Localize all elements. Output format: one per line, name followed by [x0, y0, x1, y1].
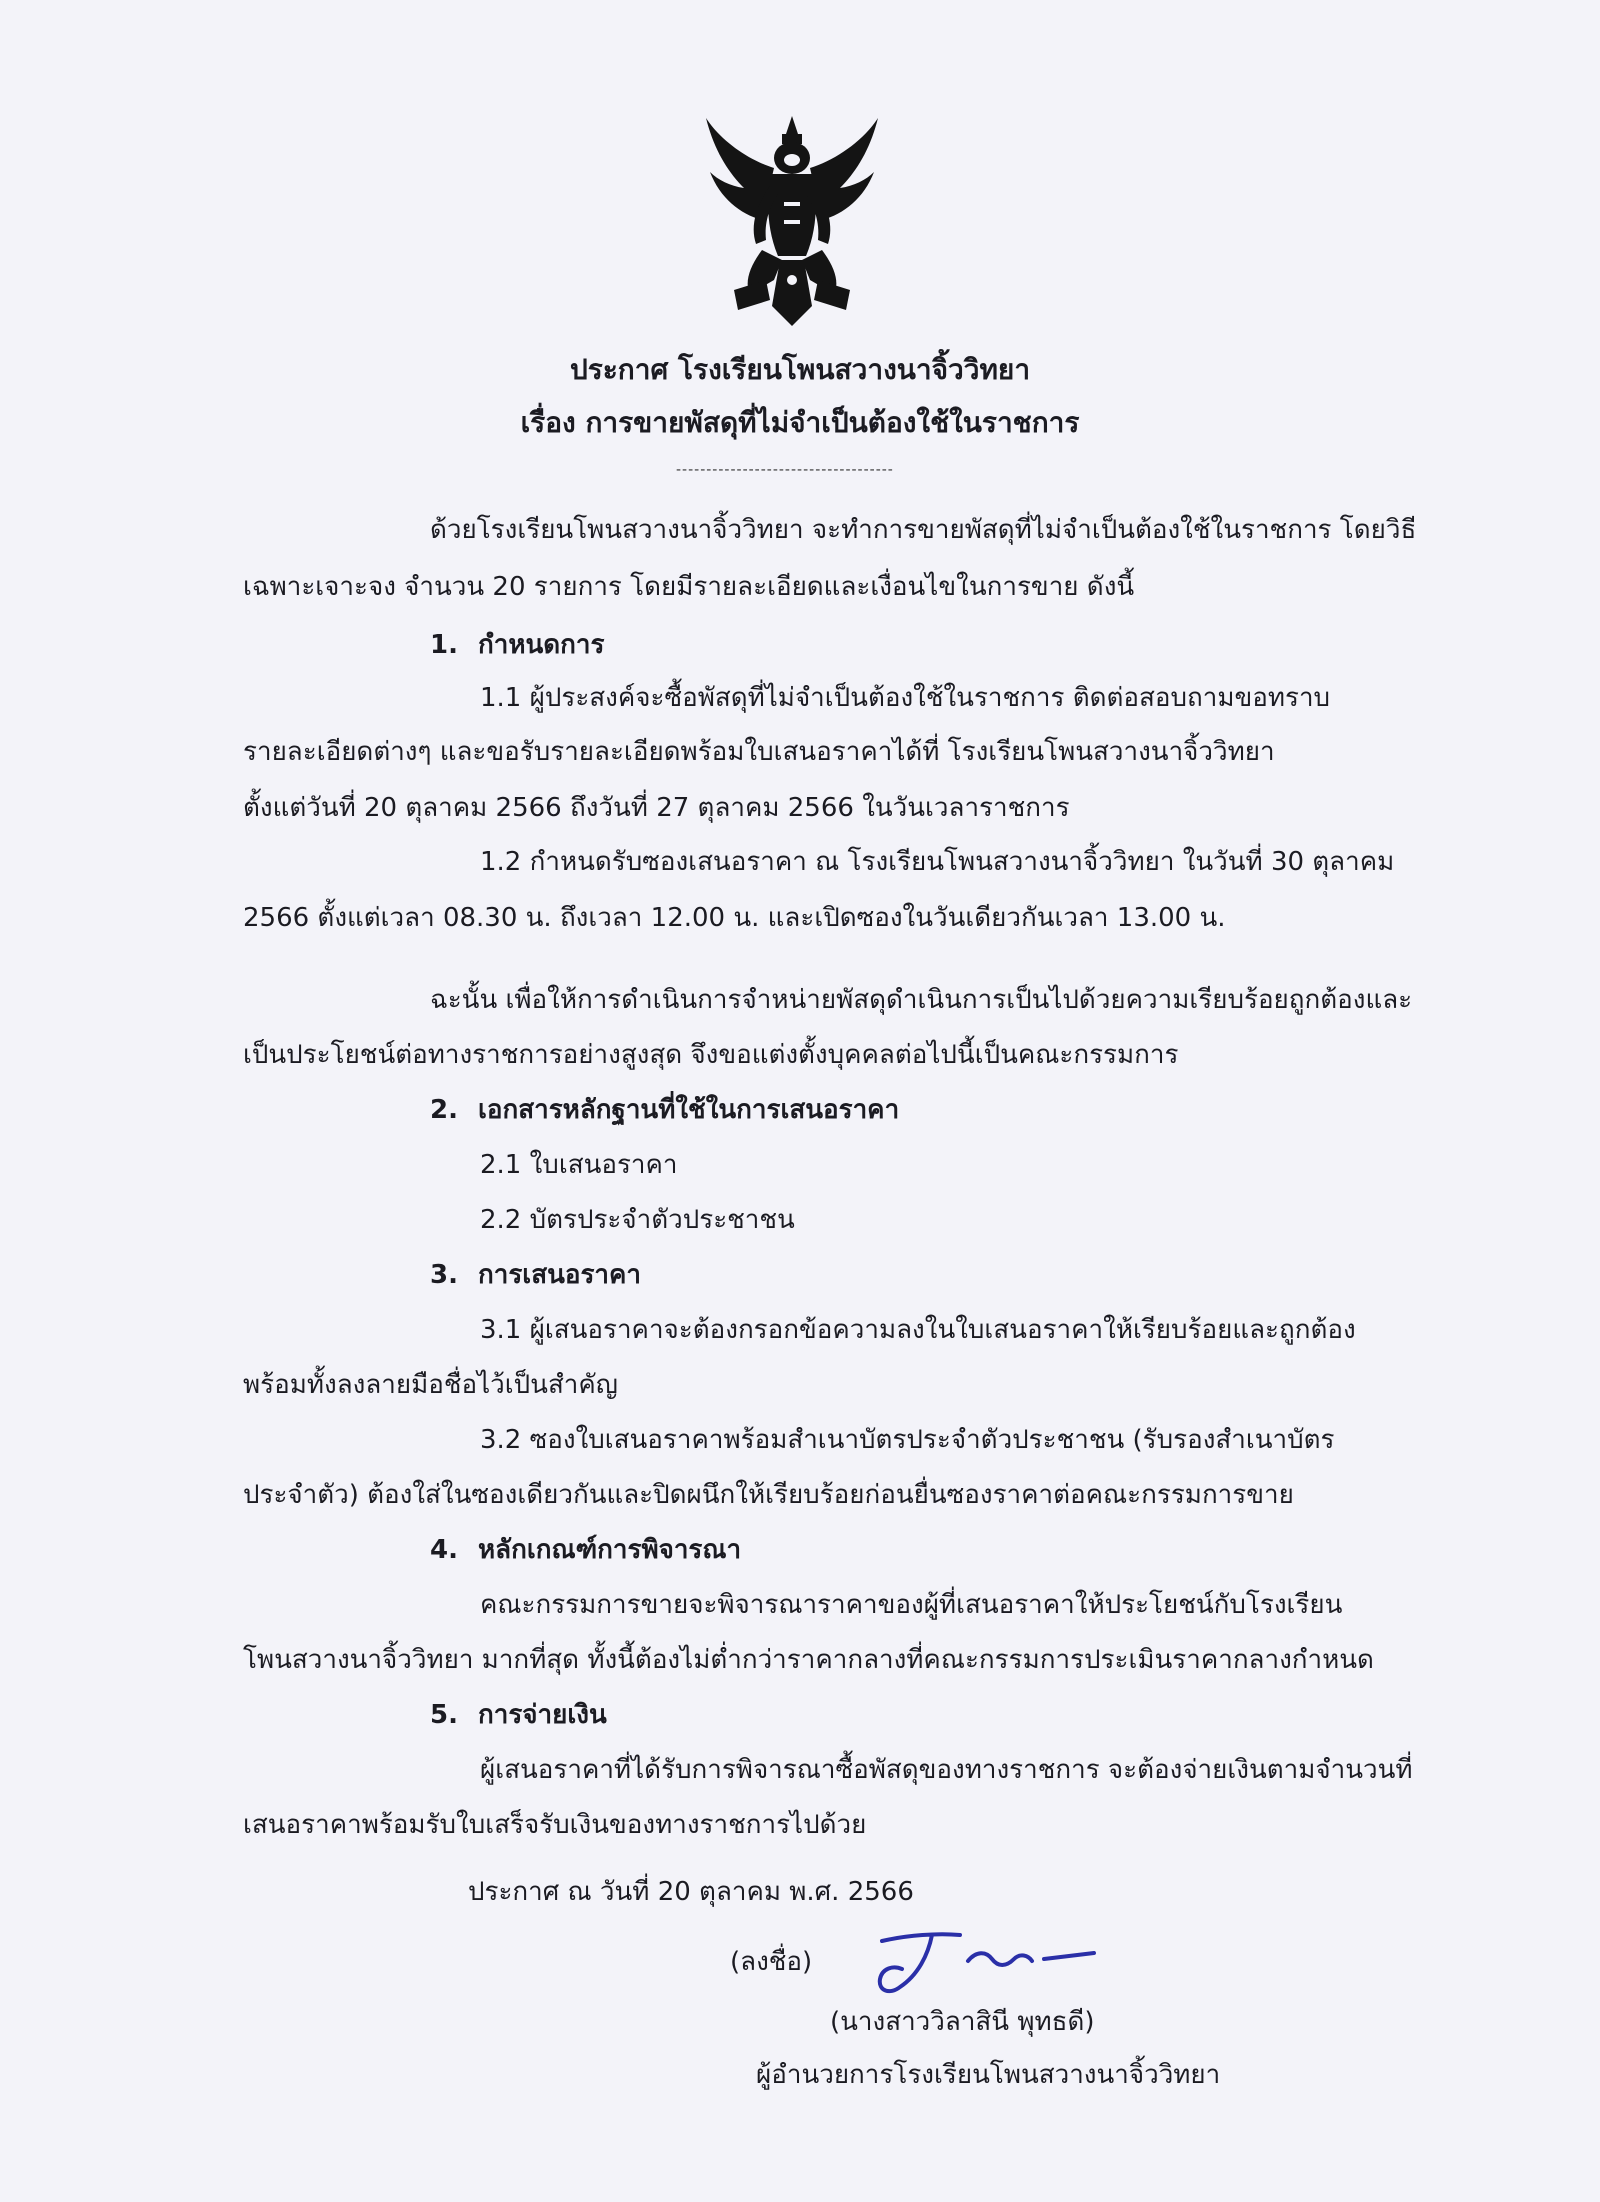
section-1-line-5: 2566 ตั้งแต่เวลา 08.30 น. ถึงเวลา 12.00 น. และเปิดซองในวันเดียวกันเวลา 13.00 น. [243, 903, 1226, 933]
section-4-line-1: คณะกรรมการขายจะพิจารณาราคาของผู้ที่เสนอราคาให้ประโยชน์กับโรงเรียน [480, 1590, 1343, 1620]
section-5-line-2: เสนอราคาพร้อมรับใบเสร็จรับเงินของทางราชการไปด้วย [243, 1810, 867, 1840]
section-1-heading [430, 625, 604, 665]
signature-icon [868, 1925, 1106, 2005]
section-1-title: กำหนดการ [478, 630, 605, 660]
signer-name: (นางสาววิลาสินี พุทธดี) [830, 2007, 1095, 2037]
section-4-line-2: โพนสวางนาจิ้ววิทยา มากที่สุด ทั้งนี้ต้องไม่ต่ำกว่าราคากลางที่คณะกรรมการประเมินราคากลางกำหนด [243, 1645, 1374, 1675]
section-1-number: 1. [430, 630, 458, 660]
announcement-subject: เรื่อง การขายพัสดุที่ไม่จำเป็นต้องใช้ในราชการ [520, 406, 1080, 439]
section-3-line-4: ประจำตัว) ต้องใส่ในซองเดียวกันและปิดผนึกให้เรียบร้อยก่อนยื่นซองราคาต่อคณะกรรมการขาย [243, 1480, 1294, 1510]
section-1-line-4: 1.2 กำหนดรับซองเสนอราคา ณ โรงเรียนโพนสวางนาจิ้ววิทยา ในวันที่ 30 ตุลาคม [480, 847, 1395, 877]
announcement-date: ประกาศ ณ วันที่ 20 ตุลาคม พ.ศ. 2566 [468, 1877, 914, 1907]
section-4-number: 4. [430, 1535, 458, 1565]
intro-line-2: เฉพาะเจาะจง จำนวน 20 รายการ โดยมีรายละเอียดและเงื่อนไขในการขาย ดังนี้ [243, 572, 1135, 602]
garuda-emblem-icon [700, 110, 884, 328]
section-2-line-1: 2.1 ใบเสนอราคา [480, 1150, 678, 1180]
intro-line-1: ด้วยโรงเรียนโพนสวางนาจิ้ววิทยา จะทำการขายพัสดุที่ไม่จำเป็นต้องใช้ในราชการ โดยวิธี [430, 515, 1417, 545]
section-2-number: 2. [430, 1095, 458, 1125]
paragraph-2-line-2: เป็นประโยชน์ต่อทางราชการอย่างสูงสุด จึงขอแต่งตั้งบุคคลต่อไปนี้เป็นคณะกรรมการ [243, 1040, 1179, 1070]
section-1-line-1: 1.1 ผู้ประสงค์จะซื้อพัสดุที่ไม่จำเป็นต้องใช้ในราชการ ติดต่อสอบถามขอทราบ [480, 683, 1331, 713]
section-5-line-1: ผู้เสนอราคาที่ได้รับการพิจารณาซื้อพัสดุของทางราชการ จะต้องจ่ายเงินตามจำนวนที่ [480, 1755, 1413, 1785]
section-5-number: 5. [430, 1700, 458, 1730]
section-3-title: การเสนอราคา [478, 1260, 642, 1290]
paragraph-2-line-1: ฉะนั้น เพื่อให้การดำเนินการจำหน่ายพัสดุดำเนินการเป็นไปด้วยความเรียบร้อยถูกต้องและ [430, 985, 1413, 1015]
section-3-line-2: พร้อมทั้งลงลายมือชื่อไว้เป็นสำคัญ [243, 1370, 618, 1400]
section-5-heading [430, 1695, 607, 1735]
announcement-title: ประกาศ โรงเรียนโพนสวางนาจิ้ววิทยา [569, 353, 1031, 386]
section-4-heading [430, 1530, 741, 1570]
section-3-heading [430, 1255, 641, 1295]
signer-position: ผู้อำนวยการโรงเรียนโพนสวางนาจิ้ววิทยา [756, 2060, 1221, 2090]
section-1-line-2: รายละเอียดต่างๆ และขอรับรายละเอียดพร้อมใบเสนอราคาได้ที่ โรงเรียนโพนสวางนาจิ้ววิทยา [243, 737, 1275, 767]
section-1-line-3: ตั้งแต่วันที่ 20 ตุลาคม 2566 ถึงวันที่ 27 ตุลาคม 2566 ในวันเวลาราชการ [243, 793, 1070, 823]
section-5-title: การจ่ายเงิน [478, 1700, 607, 1730]
section-3-line-1: 3.1 ผู้เสนอราคาจะต้องกรอกข้อความลงในใบเสนอราคาให้เรียบร้อยและถูกต้อง [480, 1315, 1356, 1345]
section-4-title: หลักเกณฑ์การพิจารณา [478, 1535, 742, 1565]
section-2-line-2: 2.2 บัตรประจำตัวประชาชน [480, 1205, 795, 1235]
section-3-line-3: 3.2 ซองใบเสนอราคาพร้อมสำเนาบัตรประจำตัวประชาชน (รับรองสำเนาบัตร [480, 1425, 1335, 1455]
section-2-title: เอกสารหลักฐานที่ใช้ในการเสนอราคา [478, 1095, 900, 1125]
sign-label: (ลงชื่อ) [730, 1947, 813, 1977]
section-3-number: 3. [430, 1260, 458, 1290]
title-divider: ------------------------------------ [676, 462, 894, 478]
section-2-heading [430, 1090, 899, 1130]
